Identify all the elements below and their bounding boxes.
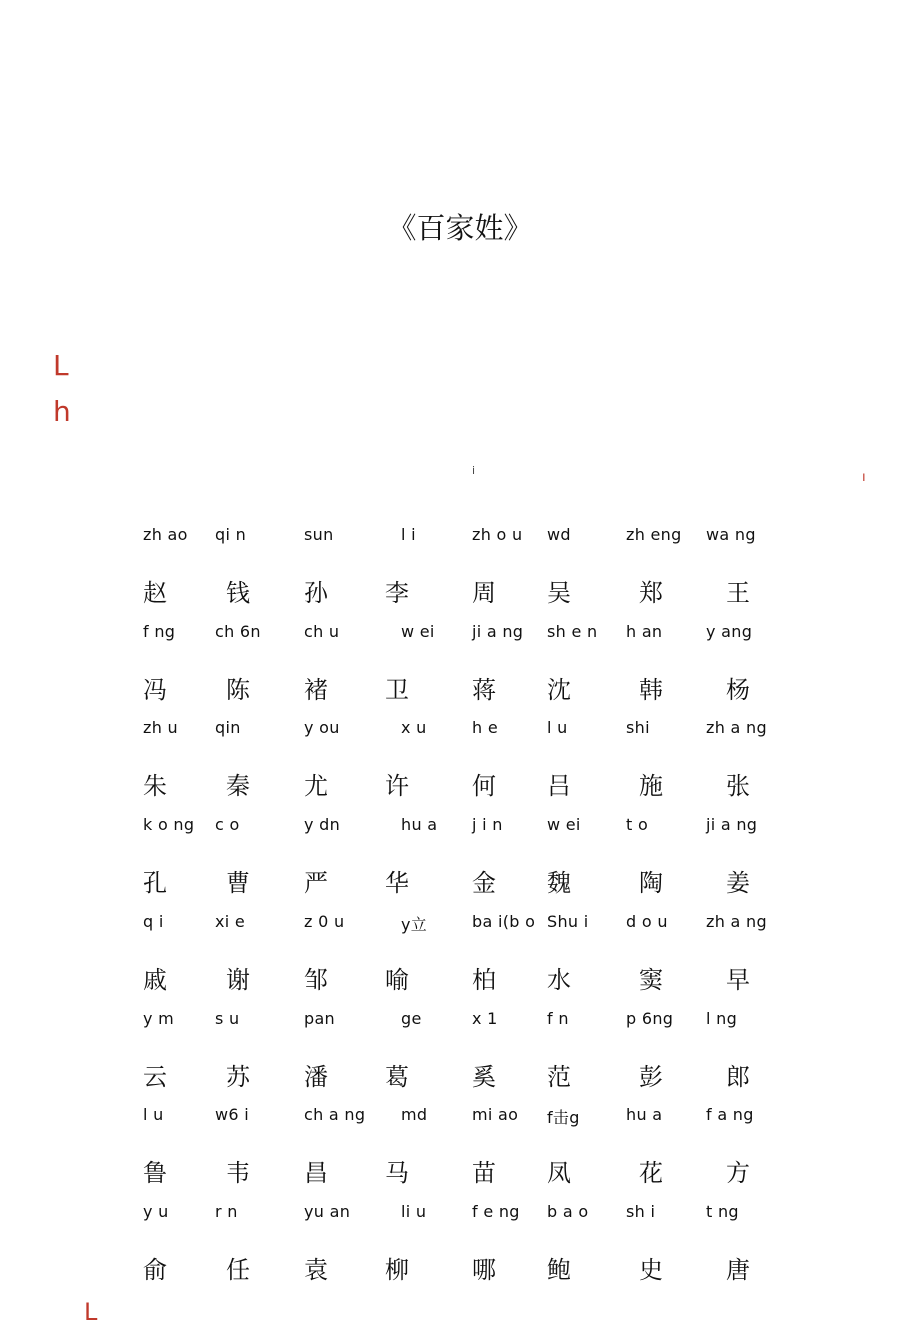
pinyin-label: mi ao: [472, 1105, 519, 1124]
pinyin-label: f ng: [143, 622, 176, 641]
pinyin-label: zh eng: [626, 525, 682, 544]
pinyin-label: qin: [215, 718, 241, 737]
surname-character: 俞: [143, 1256, 167, 1284]
surname-character: 姜: [726, 869, 750, 897]
pinyin-label: ch u: [304, 622, 340, 641]
pinyin-label: hu a: [626, 1105, 663, 1124]
surname-character: 卫: [385, 676, 409, 704]
surname-character: 褚: [304, 676, 328, 704]
pinyin-label: y ou: [304, 718, 340, 737]
pinyin-label: Shu i: [547, 912, 589, 931]
surname-character: 吕: [547, 772, 571, 800]
surname-character: 魏: [547, 869, 571, 897]
surname-character: 何: [472, 772, 496, 800]
surname-character: 陶: [639, 869, 663, 897]
surname-character: 戚: [143, 966, 167, 994]
pinyin-label: t o: [626, 815, 649, 834]
pinyin-label: ge: [401, 1009, 422, 1028]
surname-character: 周: [472, 579, 496, 607]
pinyin-label: qi n: [215, 525, 247, 544]
surname-character: 昌: [304, 1159, 328, 1187]
surname-character: 袁: [304, 1256, 328, 1284]
pinyin-label: md: [401, 1105, 428, 1124]
surname-character: 柏: [472, 966, 496, 994]
pinyin-label: x u: [401, 718, 427, 737]
pinyin-label: f e ng: [472, 1202, 520, 1221]
pinyin-label: zh ao: [143, 525, 188, 544]
pinyin-label: y ang: [706, 622, 753, 641]
surname-character: 孙: [304, 579, 328, 607]
surname-character: 施: [639, 772, 663, 800]
surname-character: 云: [143, 1063, 167, 1091]
surname-character: 彭: [639, 1063, 663, 1091]
pinyin-label: k o ng: [143, 815, 195, 834]
surname-character: 水: [547, 966, 571, 994]
pinyin-label: yu an: [304, 1202, 351, 1221]
pinyin-label: c o: [215, 815, 240, 834]
surname-character: 吴: [547, 579, 571, 607]
margin-mark: L: [84, 1298, 98, 1326]
surname-character: 早: [726, 966, 750, 994]
surname-character: 苏: [226, 1063, 250, 1091]
surname-character: 王: [726, 579, 750, 607]
pinyin-label: li u: [401, 1202, 427, 1221]
pinyin-label: y dn: [304, 815, 341, 834]
pinyin-label: y u: [143, 1202, 169, 1221]
surname-character: 秦: [226, 772, 250, 800]
surname-character: 花: [639, 1159, 663, 1187]
pinyin-label: wa ng: [706, 525, 756, 544]
pinyin-label: q i: [143, 912, 164, 931]
surname-character: 奚: [472, 1063, 496, 1091]
pinyin-label: shi: [626, 718, 650, 737]
pinyin-label: h e: [472, 718, 498, 737]
stray-mark: i: [472, 464, 476, 477]
surname-character: 谢: [226, 966, 250, 994]
pinyin-label: f击g: [547, 1108, 580, 1127]
pinyin-label: wd: [547, 525, 571, 544]
surname-character: 潘: [304, 1063, 328, 1091]
pinyin-label: zh a ng: [706, 912, 767, 931]
surname-character: 冯: [143, 676, 167, 704]
surname-character: 赵: [143, 579, 167, 607]
pinyin-label: y m: [143, 1009, 175, 1028]
pinyin-label: j i n: [472, 815, 503, 834]
surname-character: 韩: [639, 676, 663, 704]
surname-character: 严: [304, 869, 328, 897]
surname-character: 柳: [385, 1256, 409, 1284]
pinyin-label: r n: [215, 1202, 238, 1221]
surname-character: 鲍: [547, 1256, 571, 1284]
pinyin-label: w6 i: [215, 1105, 249, 1124]
pinyin-label: w ei: [547, 815, 581, 834]
surname-character: 方: [726, 1159, 750, 1187]
margin-mark: L: [53, 349, 69, 382]
surname-character: 李: [385, 579, 409, 607]
pinyin-label: zh a ng: [706, 718, 767, 737]
pinyin-label: d o u: [626, 912, 668, 931]
pinyin-label: t ng: [706, 1202, 739, 1221]
pinyin-label: zh o u: [472, 525, 523, 544]
surname-character: 任: [226, 1256, 250, 1284]
pinyin-label: ji a ng: [472, 622, 524, 641]
surname-character: 钱: [226, 579, 250, 607]
pinyin-label: sh e n: [547, 622, 598, 641]
surname-character: 哪: [472, 1256, 496, 1284]
surname-character: 许: [385, 772, 409, 800]
pinyin-label: s u: [215, 1009, 240, 1028]
pinyin-label: ch a ng: [304, 1105, 366, 1124]
pinyin-label: l ng: [706, 1009, 738, 1028]
pinyin-label: ji a ng: [706, 815, 758, 834]
surname-character: 孔: [143, 869, 167, 897]
pinyin-label: z 0 u: [304, 912, 345, 931]
pinyin-label: sun: [304, 525, 334, 544]
pinyin-label: x 1: [472, 1009, 498, 1028]
surname-character: 史: [639, 1256, 663, 1284]
pinyin-label: ba i(b o: [472, 912, 536, 931]
pinyin-label: b a o: [547, 1202, 589, 1221]
surname-character: 华: [385, 869, 409, 897]
surname-character: 曹: [226, 869, 250, 897]
surname-character: 唐: [726, 1256, 750, 1284]
surname-character: 张: [726, 772, 750, 800]
surname-character: 葛: [385, 1063, 409, 1091]
surname-character: 郑: [639, 579, 663, 607]
pinyin-label: h an: [626, 622, 663, 641]
pinyin-label: l i: [401, 525, 416, 544]
pinyin-label: hu a: [401, 815, 438, 834]
pinyin-label: f n: [547, 1009, 569, 1028]
margin-mark: h: [53, 395, 71, 428]
surname-character: 范: [547, 1063, 571, 1091]
pinyin-label: pan: [304, 1009, 336, 1028]
pinyin-label: l u: [143, 1105, 164, 1124]
surname-character: 邹: [304, 966, 328, 994]
surname-character: 郎: [726, 1063, 750, 1091]
surname-character: 鲁: [143, 1159, 167, 1187]
margin-mark: ı: [862, 470, 866, 485]
surname-character: 蒋: [472, 676, 496, 704]
surname-character: 金: [472, 869, 496, 897]
pinyin-label: xi e: [215, 912, 246, 931]
surname-character: 韦: [226, 1159, 250, 1187]
pinyin-label: f a ng: [706, 1105, 754, 1124]
pinyin-label: zh u: [143, 718, 178, 737]
pinyin-label: l u: [547, 718, 568, 737]
surname-character: 朱: [143, 772, 167, 800]
surname-character: 杨: [726, 676, 750, 704]
surname-character: 马: [385, 1159, 409, 1187]
pinyin-label: sh i: [626, 1202, 656, 1221]
pinyin-label: ch 6n: [215, 622, 261, 641]
document-title: 《百家姓》: [387, 211, 533, 245]
surname-character: 凤: [547, 1159, 571, 1187]
pinyin-label: y立: [401, 915, 428, 934]
pinyin-label: w ei: [401, 622, 435, 641]
pinyin-label: p 6ng: [626, 1009, 674, 1028]
surname-character: 沈: [547, 676, 571, 704]
surname-character: 窦: [639, 966, 663, 994]
surname-character: 喻: [385, 966, 409, 994]
surname-character: 尤: [304, 772, 328, 800]
surname-character: 陈: [226, 676, 250, 704]
surname-character: 苗: [472, 1159, 496, 1187]
